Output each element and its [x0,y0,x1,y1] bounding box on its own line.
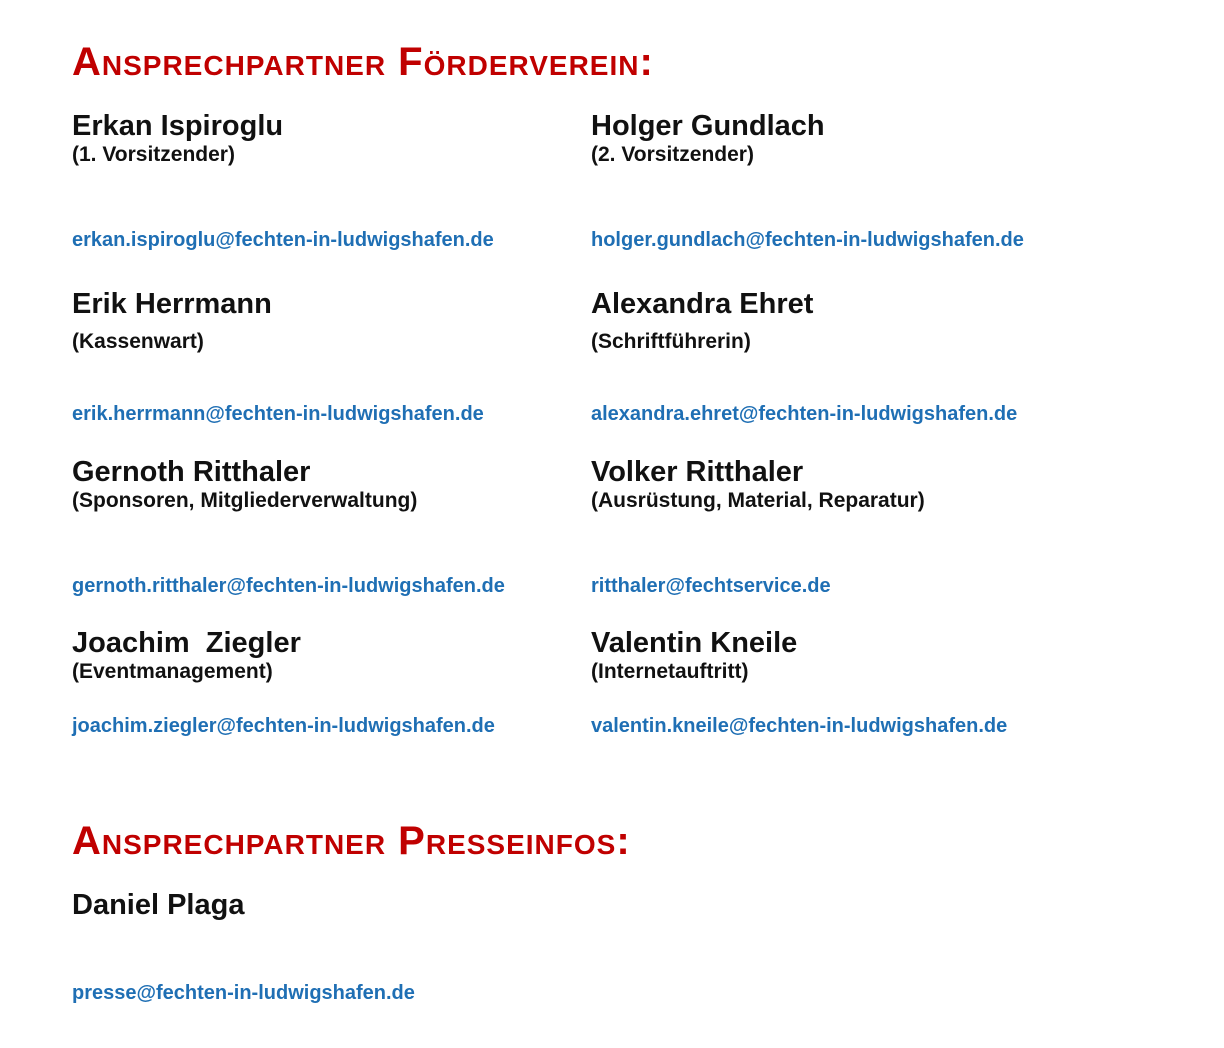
contact-name: Valentin Kneile [591,627,798,659]
contact-card [591,627,1091,747]
contact-name: Erik Herrmann [72,288,272,320]
contact-email-link[interactable]: erkan.ispiroglu@fechten-in-ludwigshafen.de [72,229,494,251]
contact-name: Alexandra Ehret [591,288,814,320]
contact-card [72,456,572,606]
contact-name: Volker Ritthaler [591,456,804,488]
contact-email-link[interactable]: presse@fechten-in-ludwigshafen.de [72,982,415,1004]
contact-name: Holger Gundlach [591,110,825,142]
contact-name: Daniel Plaga [72,889,245,921]
contact-card [72,288,572,438]
contact-email-link[interactable]: erik.herrmann@fechten-in-ludwigshafen.de [72,403,484,425]
contact-role: (Internetauftritt) [591,660,749,683]
contact-card [72,889,572,1019]
contact-card [72,110,572,260]
contact-name: Erkan Ispiroglu [72,110,284,142]
contact-email-link[interactable]: alexandra.ehret@fechten-in-ludwigshafen.de [591,403,1018,425]
contact-role: (Schriftführerin) [591,330,751,353]
contact-name: Gernoth Ritthaler [72,456,311,488]
contact-email-link[interactable]: holger.gundlach@fechten-in-ludwigshafen.de [591,229,1024,251]
section-heading-foerderverein: Ansprechpartner Förderverein: [72,40,654,84]
contact-email-link[interactable]: gernoth.ritthaler@fechten-in-ludwigshafen.de [72,575,505,597]
contact-card [591,110,1091,260]
contact-role: (2. Vorsitzender) [591,143,754,166]
contact-role: (1. Vorsitzender) [72,143,235,166]
contact-role: (Eventmanagement) [72,660,273,683]
contact-email-link[interactable]: valentin.kneile@fechten-in-ludwigshafen.de [591,715,1008,737]
contact-role: (Sponsoren, Mitgliederverwaltung) [72,489,418,512]
contact-email-link[interactable]: joachim.ziegler@fechten-in-ludwigshafen.de [72,715,495,737]
contact-card [591,288,1091,438]
contact-card [72,627,572,747]
contact-role: (Ausrüstung, Material, Reparatur) [591,489,925,512]
contact-card [591,456,1091,606]
contact-email-link[interactable]: ritthaler@fechtservice.de [591,575,831,597]
section-heading-presseinfos: Ansprechpartner Presseinfos: [72,819,631,863]
contact-name: Joachim Ziegler [72,627,301,659]
contact-role: (Kassenwart) [72,330,204,353]
